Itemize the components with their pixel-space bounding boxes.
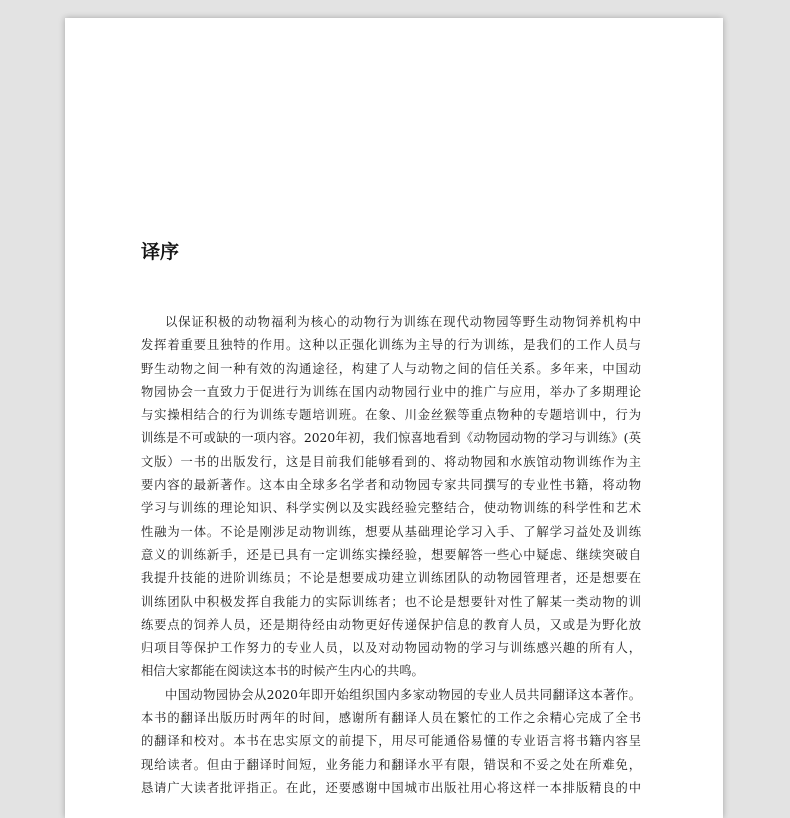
text-line: 性融为一体。不论是刚涉足动物训练，想要从基础理论学习入手、了解学习益处及训练 [141,524,641,539]
paragraph [141,684,641,800]
text-line: 相信大家都能在阅读这本书的时候产生内心的共鸣。 [141,664,424,679]
text-line: 意义的训练新手，还是已具有一定训练实操经验，想要解答一些心中疑虑、继续突破自 [141,547,641,562]
text-line: 与实操相结合的行为训练专题培训班。在象、川金丝猴等重点物种的专题培训中，行为 [141,408,641,423]
text-line: 学习与训练的理论知识、科学实例以及实践经验完整结合，使动物训练的科学性和艺术 [141,501,641,516]
text-line: 中国动物园协会从2020年即开始组织国内多家动物园的专业人员共同翻译这本著作。 [165,687,641,702]
text-line: 训练是不可或缺的一项内容。2020年初，我们惊喜地看到《动物园动物的学习与训练》(英 [141,431,641,446]
text-line: 发挥着重要且独特的作用。这种以正强化训练为主导的行为训练，是我们的工作人员与 [141,338,641,353]
page-body [141,311,641,800]
text-line: 物园协会一直致力于促进行为训练在国内动物园行业中的推广与应用，举办了多期理论 [141,384,641,399]
text-line: 的翻译和校对。本书在忠实原文的前提下，用尽可能通俗易懂的专业语言将书籍内容呈 [141,734,641,749]
book-page [65,18,723,818]
text-line: 本书的翻译出版历时两年的时间，感谢所有翻译人员在繁忙的工作之余精心完成了全书 [141,711,641,726]
text-line: 现给读者。但由于翻译时间短，业务能力和翻译水平有限，错误和不妥之处在所难免， [141,757,641,772]
page-heading: 译序 [141,241,180,263]
text-line: 野生动物之间一种有效的沟通途径，构建了人与动物之间的信任关系。多年来，中国动 [141,361,641,376]
text-line: 要内容的最新著作。这本由全球多名学者和动物园专家共同撰写的专业性书籍，将动物 [141,478,641,493]
text-line: 我提升技能的进阶训练员；不论是想要成功建立训练团队的动物园管理者，还是想要在 [141,571,641,586]
text-line: 恳请广大读者批评指正。在此，还要感谢中国城市出版社用心将这样一本排版精良的中 [141,780,641,795]
text-line: 练要点的饲养人员，还是期待经由动物更好传递保护信息的教育人员，又或是为野化放 [141,617,641,632]
text-line: 以保证积极的动物福利为核心的动物行为训练在现代动物园等野生动物饲养机构中 [165,315,641,329]
text-line: 训练团队中积极发挥自我能力的实际训练者；也不论是想要针对性了解某一类动物的训 [141,594,641,609]
text-line: 归项目等保护工作努力的专业人员，以及对动物园动物的学习与训练感兴趣的所有人， [141,641,641,656]
text-line: 文版）一书的出版发行，这是目前我们能够看到的、将动物园和水族馆动物训练作为主 [141,454,641,469]
paragraph [141,311,641,684]
